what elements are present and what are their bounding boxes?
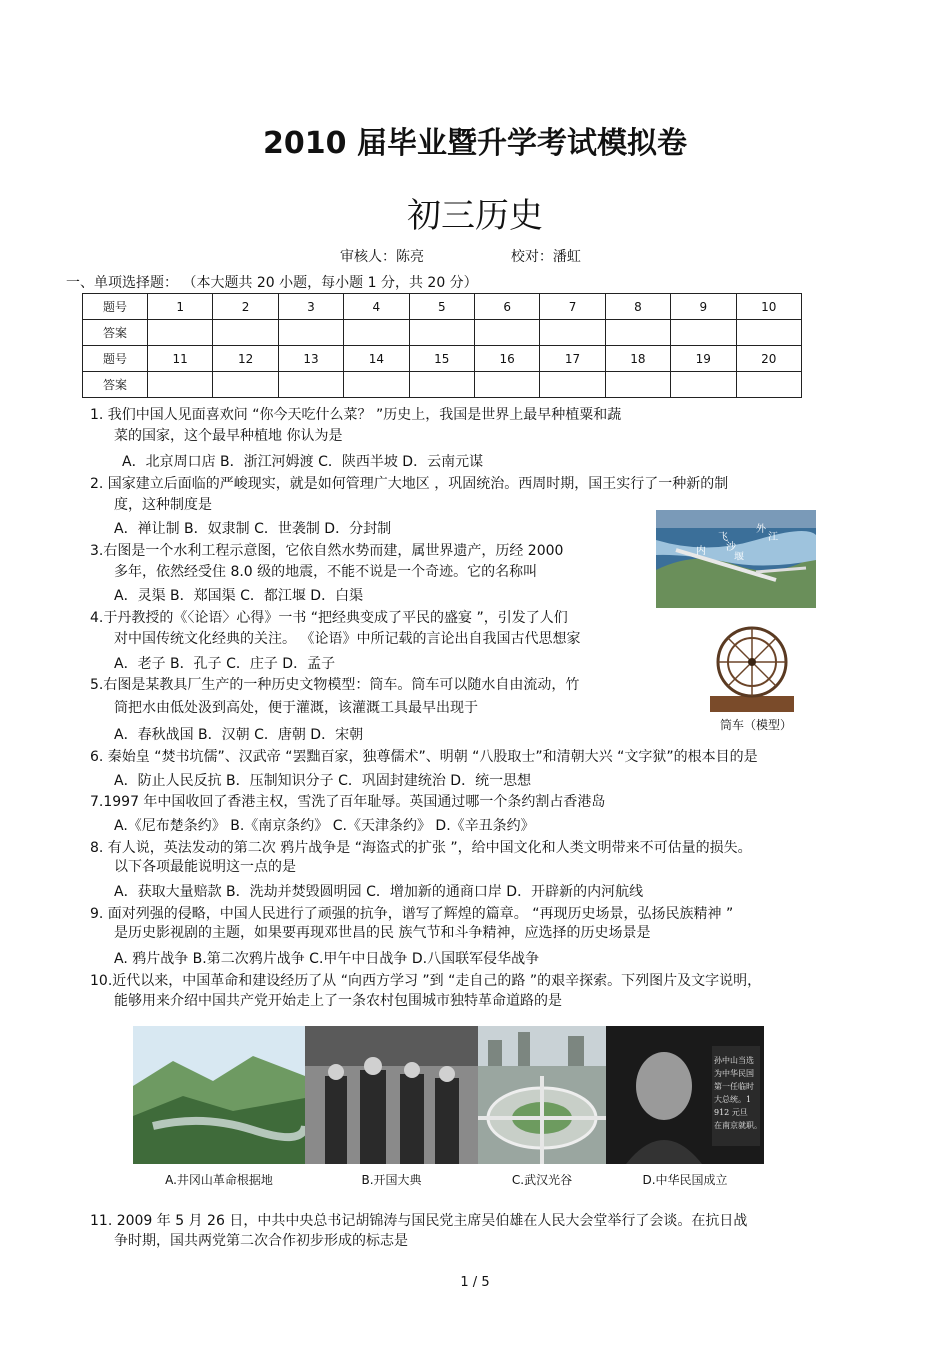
q6-line1: 6. 秦始皇 “焚书坑儒”、汉武帝 “罢黜百家，独尊儒术”、明朝 “八股取士”和清朝大兴 “文字狱”的根本目的是 — [90, 749, 758, 765]
q9-line2: 是历史影视剧的主题，如果要再现邓世昌的民 族气节和斗争精神，应选择的历史场景是 — [114, 925, 651, 941]
answer-cell[interactable] — [213, 372, 278, 398]
cell-num: 13 — [278, 346, 343, 372]
portrait-caption-text — [714, 1054, 762, 1132]
q11-line2: 争时期，国共两党第二次合作初步形成的标志是 — [114, 1233, 408, 1249]
answer-cell[interactable] — [736, 372, 801, 398]
q5-line1: 5.右图是某教具厂生产的一种历史文物模型：筒车。筒车可以随水自由流动，竹 — [90, 677, 580, 693]
q11-line1: 11. 2009 年 5 月 26 日，中共中央总书记胡锦涛与国民党主席吴伯雄在人民大会堂举行了会谈。在抗日战 — [90, 1213, 748, 1229]
q1-line2: 菜的国家，这个最早种植地 你认为是 — [114, 428, 343, 444]
tongche-image — [706, 618, 798, 714]
answer-cell[interactable] — [344, 320, 409, 346]
map-label: 飞 — [718, 532, 728, 543]
answer-cell[interactable] — [344, 372, 409, 398]
answer-cell[interactable] — [671, 372, 736, 398]
photo-sun-yatsen — [606, 1026, 764, 1164]
portrait-text-line: 大总统。1 — [714, 1095, 752, 1104]
q7-options: A.《尼布楚条约》 B.《南京条约》 C.《天津条约》 D.《辛丑条约》 — [114, 818, 535, 834]
mountain-landscape — [133, 1026, 305, 1164]
q9-options: A. 鸦片战争 B.第二次鸦片战争 C.甲午中日战争 D.八国联军侵华战争 — [114, 951, 540, 967]
map-label: 外 — [756, 524, 766, 535]
cell-num: 9 — [671, 294, 736, 320]
q3-line1: 3.右图是一个水利工程示意图，它依自然水势而建，属世界遗产，历经 2000 — [90, 543, 564, 559]
answer-cell[interactable] — [671, 320, 736, 346]
cell-num: 18 — [605, 346, 670, 372]
portrait-text-line: 912 元旦 — [714, 1108, 748, 1117]
cell-num: 6 — [474, 294, 539, 320]
answer-cell[interactable] — [736, 320, 801, 346]
table-row-numbers-1 — [83, 294, 802, 320]
q6-options: A．防止人民反抗 B．压制知识分子 C．巩固封建统治 D．统一思想 — [114, 773, 532, 789]
photo-wuhan-guanggu — [478, 1026, 606, 1164]
row-label: 答案 — [83, 372, 148, 398]
cell-num: 17 — [540, 346, 605, 372]
row-label: 答案 — [83, 320, 148, 346]
ceremony-bw-photo — [305, 1026, 478, 1164]
cell-num: 2 — [213, 294, 278, 320]
map-label: 堰 — [734, 552, 744, 563]
map-label: 江 — [768, 532, 778, 543]
q7-line1: 7.1997 年中国收回了香港主权，雪洗了百年耻辱。英国通过哪一个条约割占香港岛 — [90, 794, 606, 810]
answer-cell[interactable] — [148, 320, 213, 346]
q4-line1: 4.于丹教授的《〈论语〉心得》一书 “把经典变成了平民的盛宴 ”，引发了人们 — [90, 610, 568, 626]
cell-num: 1 — [148, 294, 213, 320]
answer-cell[interactable] — [540, 320, 605, 346]
row-label: 题号 — [83, 346, 148, 372]
cell-num: 7 — [540, 294, 605, 320]
caption-d: D.中华民国成立 — [642, 1173, 728, 1187]
q1-options: A．北京周口店 B．浙江河姆渡 C．陕西半坡 D．云南元谋 — [122, 454, 484, 470]
map-label: 沙 — [726, 542, 736, 553]
answer-cell[interactable] — [148, 372, 213, 398]
tongche-caption: 筒车（模型） — [719, 718, 792, 732]
row-label: 题号 — [83, 294, 148, 320]
q8-line2: 以下各项最能说明这一点的是 — [114, 859, 296, 875]
q10-line2: 能够用来介绍中国共产党开始走上了一条农村包围城市独特革命道路的是 — [114, 993, 562, 1009]
section-heading: 一、单项选择题： （本大题共 20 小题，每小题 1 分，共 20 分） — [66, 275, 478, 291]
exam-subject: 初三历史 — [407, 196, 543, 236]
cell-num: 11 — [148, 346, 213, 372]
photo-founding-ceremony — [305, 1026, 478, 1164]
q8-line1: 8. 有人说，英法发动的第二次 鸦片战争是 “海盗式的扩张 ”，给中国文化和人类文明带来不可估量的损失。 — [90, 840, 752, 856]
cell-num: 16 — [474, 346, 539, 372]
cell-num: 4 — [344, 294, 409, 320]
table-row-numbers-2 — [83, 346, 802, 372]
answer-cell[interactable] — [474, 320, 539, 346]
cell-num: 10 — [736, 294, 801, 320]
exam-title: 2010 届毕业暨升学考试模拟卷 — [263, 126, 687, 161]
portrait-text-line: 为中华民国 — [714, 1069, 754, 1078]
answer-table — [82, 293, 802, 398]
dujiangyan-illustration — [656, 510, 816, 608]
answer-cell[interactable] — [605, 320, 670, 346]
q2-line1: 2. 国家建立后面临的严峻现实，就是如何管理广大地区 ，巩固统治。西周时期，国王实行了一种新的制 — [90, 476, 729, 492]
photo-jinggangshan — [133, 1026, 305, 1164]
q3-options: A．灵渠 B．郑国渠 C．都江堰 D．白渠 — [114, 588, 364, 604]
q3-line2: 多年，依然经受住 8.0 级的地震，不能不说是一个奇迹。它的名称叫 — [114, 564, 538, 580]
portrait-text-line: 在南京就职。 — [714, 1121, 762, 1130]
cell-num: 20 — [736, 346, 801, 372]
cell-num: 8 — [605, 294, 670, 320]
answer-cell[interactable] — [278, 372, 343, 398]
reviewer-line — [340, 246, 581, 266]
q5-options: A．春秋战国 B．汉朝 C．唐朝 D．宋朝 — [114, 727, 364, 743]
q4-line2: 对中国传统文化经典的关注。 《论语》中所记载的言论出自我国古代思想家 — [114, 631, 581, 647]
page-number: 1 / 5 — [460, 1275, 490, 1290]
answer-cell[interactable] — [474, 372, 539, 398]
answer-cell[interactable] — [213, 320, 278, 346]
map-label: 内 — [696, 546, 706, 557]
table-row-answers-1 — [83, 320, 802, 346]
cell-num: 19 — [671, 346, 736, 372]
q2-options: A．禅让制 B．奴隶制 C．世袭制 D．分封制 — [114, 521, 392, 537]
cell-num: 14 — [344, 346, 409, 372]
answer-cell[interactable] — [278, 320, 343, 346]
portrait-text-line: 孙中山当选 — [714, 1056, 754, 1065]
q8-options: A．获取大量赔款 B．洗劫并焚毁圆明园 C．增加新的通商口岸 D．开辟新的内河航线 — [114, 884, 644, 900]
water-wheel-illustration — [706, 618, 798, 714]
city-roundabout-photo — [478, 1026, 606, 1164]
q10-line1: 10.近代以来，中国革命和建设经历了从 “向西方学习 ”到 “走自己的路 ”的艰辛探索。下列图片及文字说明， — [90, 973, 762, 989]
answer-cell[interactable] — [540, 372, 605, 398]
portrait-text-line: 第一任临时 — [714, 1082, 754, 1091]
cell-num: 5 — [409, 294, 474, 320]
cell-num: 3 — [278, 294, 343, 320]
reviewer: 审核人：陈亮 — [340, 249, 424, 265]
caption-a: A.井冈山革命根据地 — [165, 1173, 273, 1187]
q4-options: A．老子 B．孔子 C．庄子 D．孟子 — [114, 656, 336, 672]
caption-c: C.武汉光谷 — [511, 1173, 573, 1187]
caption-b: B.开国大典 — [361, 1173, 422, 1187]
q9-line1: 9. 面对列强的侵略，中国人民进行了顽强的抗争，谱写了辉煌的篇章。 “再现历史场景，弘扬民族精神 ” — [90, 906, 734, 922]
answer-cell[interactable] — [409, 320, 474, 346]
cell-num: 15 — [409, 346, 474, 372]
answer-cell[interactable] — [605, 372, 670, 398]
table-row-answers-2 — [83, 372, 802, 398]
q2-line2: 度，这种制度是 — [114, 497, 212, 513]
q1-line1: 1. 我们中国人见面喜欢问 “你今天吃什么菜？ ”历史上，我国是世界上最早种植粟和蔬 — [90, 407, 622, 423]
answer-cell[interactable] — [409, 372, 474, 398]
dujiangyan-image — [656, 510, 816, 608]
proofreader: 校对：潘虹 — [510, 249, 581, 265]
cell-num: 12 — [213, 346, 278, 372]
q5-line2: 筒把水由低处汲到高处，便于灌溉，该灌溉工具最早出现于 — [114, 700, 478, 716]
